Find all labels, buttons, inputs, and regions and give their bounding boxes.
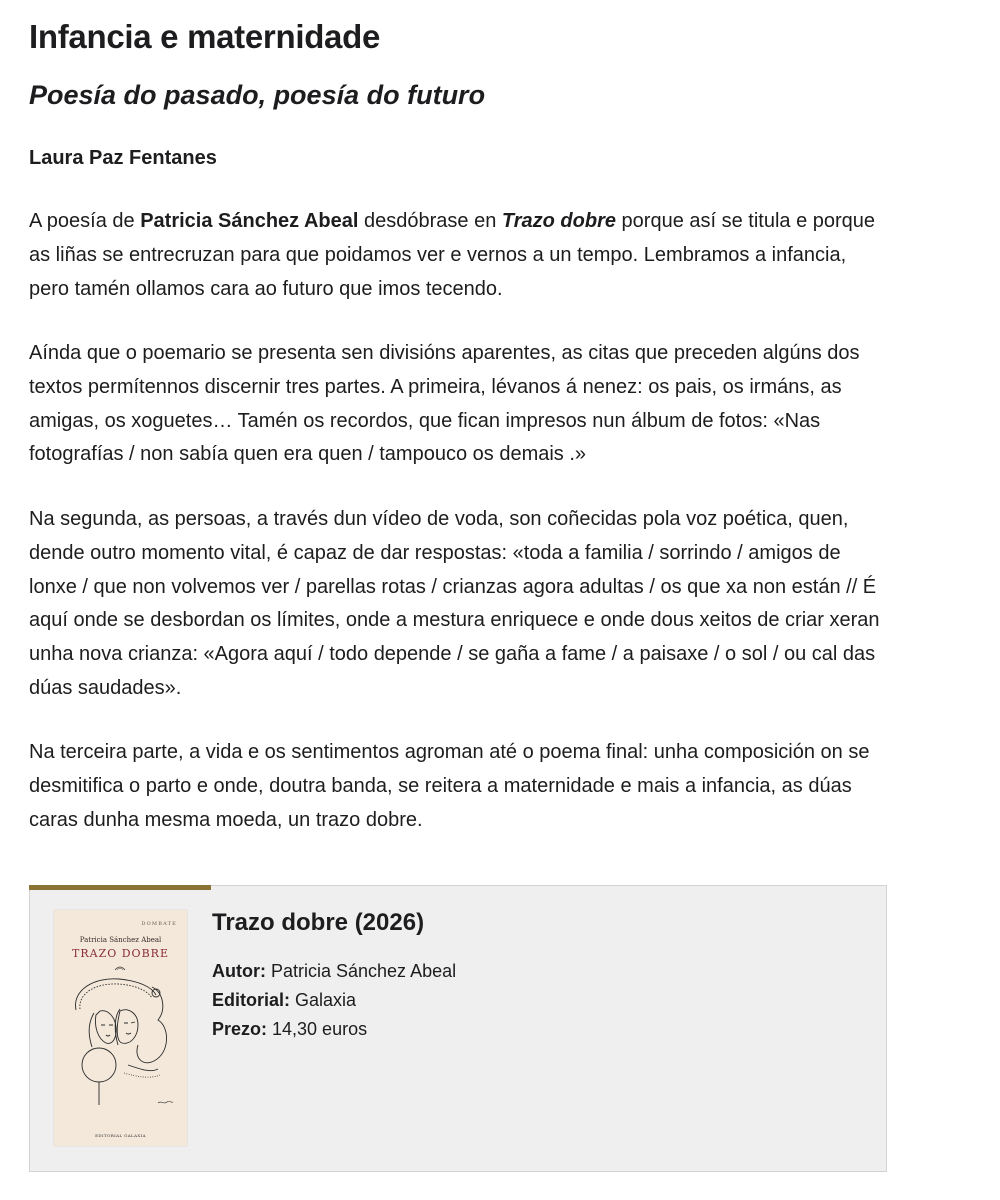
book-price [212,1019,367,1040]
cover-publisher: EDITORIAL GALAXIA [95,1133,146,1138]
poet-name: Patricia Sánchez Abeal [140,210,359,232]
book-title-inline: Trazo dobre [501,210,616,232]
book-author-value: Patricia Sánchez Abeal [265,961,457,981]
paragraph-1-text-e: porque así se titula e porque as liñas se entrecruzan para que poidamos ver e vernos a un tempo. Lembramos a infancia, pero tamén ollamos cara ao futuro que imos tecendo. [29,210,876,300]
article-subtitle: Poesía do pasado, poesía do futuro [29,80,486,110]
paragraph-3: Na segunda, as persoas, a través dun vídeo de voda, son coñecidas pola voz poética, quen, dende outro momento vital, é capaz de dar respostas: «toda a familia / sorrindo / amigos de lonxe / que non volvemos ver / parellas rotas / crianzas agora adultas / os que xa non están // É aquí onde se desbordan os límites, onde a mestura enriquece e onde dous xeitos de criar xeran unha nova crianza: «Agora aquí / todo depende / se gaña a fame / a paisaxe / o sol / ou cal das dúas saudades». [29,508,880,699]
cover-title: TRAZO DOBRE [72,947,169,960]
cover-illustration [54,965,187,1115]
book-publisher-value: Galaxia [290,990,357,1010]
cover-author: Patricia Sánchez Abeal [79,936,162,944]
book-price-label: Prezo: [212,1019,268,1039]
book-author [212,961,456,982]
book-publisher [212,990,356,1011]
paragraph-1 [29,205,889,306]
article-author: Laura Paz Fentanes [29,147,217,169]
paragraph-2: Aínda que o poemario se presenta sen divisións aparentes, as citas que preceden algúns dos textos permítennos discernir tres partes. A primeira, lévanos á nenez: os pais, os irmáns, as amigas, os xoguetes… Tamén os recordos, que fican impresos nun álbum de fotos: «Nas fotografías / non sabía quen era quen / tampouco os demais .» [29,342,860,466]
publisher-logo-icon [114,965,126,971]
paragraph-4: Na terceira parte, a vida e os sentimentos agroman até o poema final: unha composición on se desmitifica o parto e onde, doutra banda, se reitera a maternidade e mais a infancia, as dúas caras dunha mesma moeda, un trazo dobre. [29,741,870,831]
cover-collection: DOMBATE [141,921,177,927]
book-price-value: 14,30 euros [267,1019,368,1039]
book-cover-image [54,910,187,1146]
book-title: Trazo dobre (2026) [212,909,425,936]
book-publisher-label: Editorial: [212,990,291,1010]
box-accent-bar [29,885,211,890]
book-info-box [29,885,887,1172]
article-title: Infancia e maternidade [29,18,381,55]
paragraph-1-text-c: desdóbrase en [358,210,502,232]
book-author-label: Autor: [212,961,266,981]
paragraph-1-text-a: A poesía de [29,210,141,232]
